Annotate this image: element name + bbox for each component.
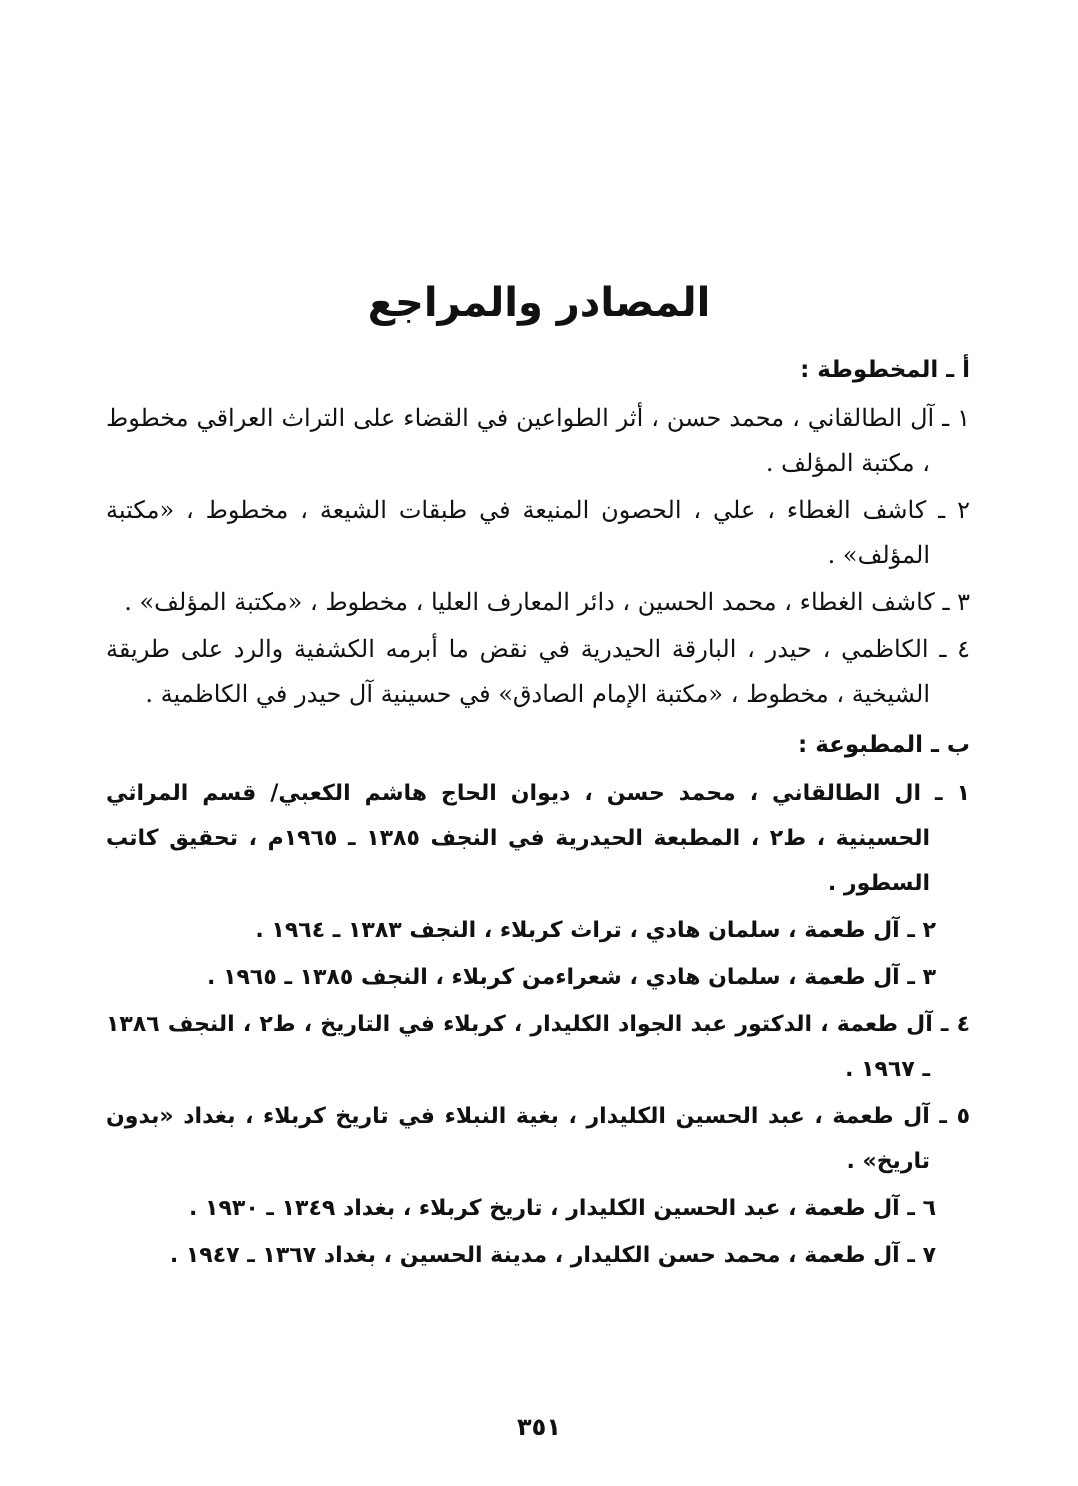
reference-entry: ٧ ـ آل طعمة ، محمد حسن الكليدار ، مدينة الحسين ، بغداد ١٣٦٧ ـ ١٩٤٧ . bbox=[169, 1243, 936, 1268]
list-item bbox=[106, 1094, 970, 1184]
reference-entry: ١ ـ آل الطالقاني ، محمد حسن ، أثر الطواعين في القضاء على التراث العراقي مخطوط ، مكتبة المؤلف . bbox=[106, 404, 970, 477]
reference-entry: ٣ ـ كاشف الغطاء ، محمد الحسين ، دائر المعارف العليا ، مخطوط ، «مكتبة المؤلف» . bbox=[124, 588, 970, 616]
list-item bbox=[106, 1186, 970, 1231]
list-item bbox=[106, 627, 970, 717]
list-item bbox=[106, 1233, 970, 1278]
list-item bbox=[106, 396, 970, 486]
reference-entry: ٣ ـ آل طعمة ، سلمان هادي ، شعراءمن كربلاء ، النجف ١٣٨٥ ـ ١٩٦٥ . bbox=[207, 965, 936, 990]
reference-entry: ٥ ـ آل طعمة ، عبد الحسين الكليدار ، بغية النبلاء في تاريخ كربلاء ، بغداد «بدون تاريخ» . bbox=[106, 1104, 970, 1174]
list-item bbox=[106, 955, 970, 1000]
list-item bbox=[106, 580, 970, 625]
page-number: ٣٥١ bbox=[517, 1413, 561, 1441]
manuscripts-list bbox=[106, 396, 970, 717]
reference-entry: ١ ـ ال الطالقاني ، محمد حسن ، ديوان الحاج هاشم الكعبي/ قسم المراثي الحسينية ، ط٢ ، المطبعة الحيدرية في النجف ١٣٨٥ ـ ١٩٦٥م ، تحقيق كاتب السطور . bbox=[106, 781, 970, 896]
reference-entry: ٤ ـ آل طعمة ، الدكتور عبد الجواد الكليدار ، كربلاء في التاريخ ، ط٢ ، النجف ١٣٨٦ ـ ١٩٦٧ . bbox=[106, 1012, 970, 1082]
list-item bbox=[106, 1002, 970, 1092]
section-heading-manuscripts: أ ـ المخطوطة : bbox=[800, 357, 970, 383]
page-title: المصادر والمراجع bbox=[367, 280, 711, 326]
reference-entry: ٢ ـ كاشف الغطاء ، علي ، الحصون المنيعة في طبقات الشيعة ، مخطوط ، «مكتبة المؤلف» . bbox=[106, 496, 970, 569]
list-item bbox=[106, 771, 970, 906]
references-content bbox=[106, 348, 970, 1280]
list-item bbox=[106, 908, 970, 953]
reference-entry: ٢ ـ آل طعمة ، سلمان هادي ، تراث كربلاء ، النجف ١٣٨٣ ـ ١٩٦٤ . bbox=[255, 918, 936, 943]
section-heading-printed: ب ـ المطبوعة : bbox=[797, 732, 970, 758]
reference-entry: ٦ ـ آل طعمة ، عبد الحسين الكليدار ، تاريخ كربلاء ، بغداد ١٣٤٩ ـ ١٩٣٠ . bbox=[189, 1196, 936, 1221]
printed-list bbox=[106, 771, 970, 1278]
list-item bbox=[106, 488, 970, 578]
reference-entry: ٤ ـ الكاظمي ، حيدر ، البارقة الحيدرية في نقض ما أبرمه الكشفية والرد على طريقة الشيخية ، مخطوط ، «مكتبة الإمام الصادق» في حسينية آل حيدر في الكاظمية . bbox=[106, 635, 970, 708]
